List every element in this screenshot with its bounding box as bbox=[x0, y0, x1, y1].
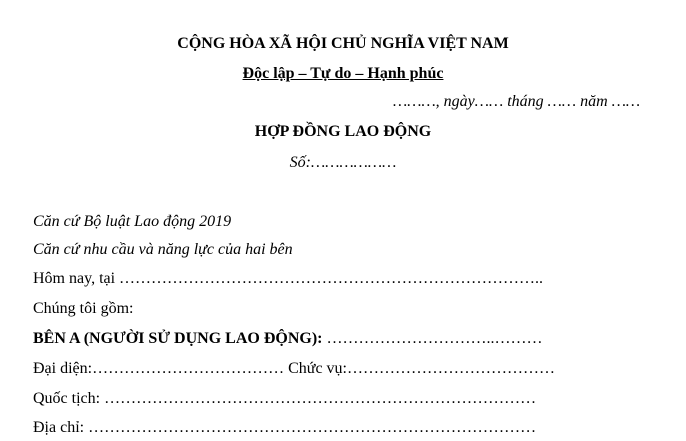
party-a-line bbox=[33, 329, 543, 349]
contract-number: Số:……………… bbox=[289, 154, 397, 171]
parties-intro: Chúng tôi gồm: bbox=[33, 300, 134, 317]
legal-basis-1: Căn cứ Bộ luật Lao động 2019 bbox=[33, 213, 232, 230]
address-line: Địa chỉ: ………………………………………………………………………… bbox=[33, 419, 537, 436]
contract-title: HỢP ĐỒNG LAO ĐỘNG bbox=[254, 123, 432, 140]
date-line: ………, ngày…… tháng …… năm …… bbox=[393, 93, 641, 110]
nationality-line: Quốc tịch: ……………………………………………………………………… bbox=[33, 390, 537, 407]
national-title: CỘNG HÒA XÃ HỘI CHỦ NGHĨA VIỆT NAM bbox=[177, 35, 509, 52]
location-line: Hôm nay, tại …………………………………………………………………….. bbox=[33, 270, 544, 287]
party-a-value: …………………………..……… bbox=[322, 330, 543, 347]
representative-line: Đại diện:……………………………… Chức vụ:………………………………… bbox=[33, 360, 555, 377]
motto: Độc lập – Tự do – Hạnh phúc bbox=[242, 65, 444, 82]
party-a-label: BÊN A (NGƯỜI SỬ DỤNG LAO ĐỘNG): bbox=[33, 330, 323, 347]
legal-basis-2: Căn cứ nhu cầu và năng lực của hai bên bbox=[33, 241, 293, 258]
